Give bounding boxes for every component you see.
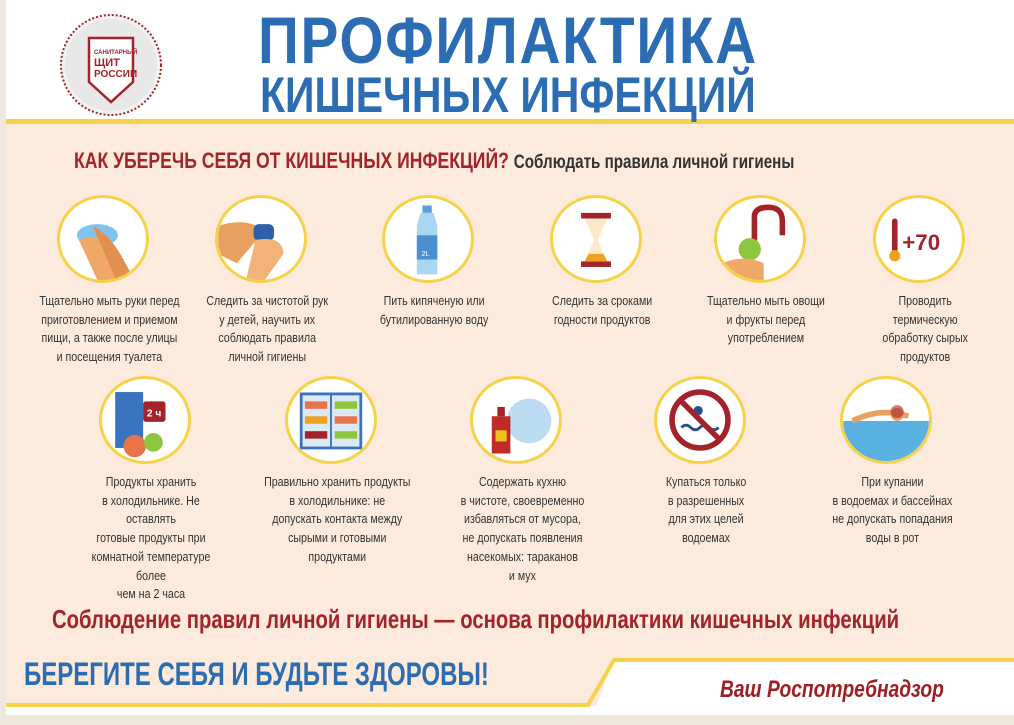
- title-line-2: КИШЕЧНЫХ ИНФЕКЦИЙ: [260, 67, 756, 123]
- header: [6, 0, 1014, 124]
- question-heading: [74, 148, 794, 174]
- svg-text:ЩИТ: ЩИТ: [94, 57, 120, 69]
- tip-caption: Купаться только в разрешенных для этих целей водоемах: [665, 474, 747, 546]
- tip-caption: Содержать кухню в чистоте, своевременно избавляться от мусора, не допускать появления насекомых: тараканов и мух: [460, 474, 584, 583]
- sanitary-shield-logo: [56, 10, 166, 120]
- washing-fruit-icon: [714, 195, 806, 283]
- hand-washing-icon: [57, 195, 149, 283]
- poster: [6, 0, 1014, 715]
- tip-caption: Продукты хранить в холодильнике. Не оставлять готовые продукты при комнатной температуре более чем на 2 часа: [91, 474, 211, 602]
- swimmer-icon: [840, 376, 932, 464]
- hourglass-icon: [550, 195, 642, 283]
- tip-caption: Правильно хранить продукты в холодильнике: не допускать контакта между сырыми и готовыми продуктами: [263, 474, 411, 564]
- tip-caption: Тщательно мыть руки перед приготовлением и приемом пищи, а также после улицы и посещения туалета: [38, 293, 180, 365]
- question-text: КАК УБЕРЕЧЬ СЕБЯ ОТ КИШЕЧНЫХ ИНФЕКЦИЙ?: [74, 148, 509, 173]
- no-swimming-icon: [654, 376, 746, 464]
- answer-text: Соблюдать правила личной гигиены: [513, 152, 795, 173]
- fridge-icon: [99, 376, 191, 464]
- tip-caption: Тщательно мыть овощи и фрукты перед употреблением: [707, 293, 825, 346]
- thermometer-icon: [873, 195, 965, 283]
- svg-text:+70: +70: [902, 230, 941, 256]
- svg-text:РОССИИ: РОССИИ: [94, 69, 138, 80]
- tip-caption: Следить за чистотой рук у детей, научить их соблюдать правила личной гигиены: [206, 293, 328, 365]
- cleaning-icon: [470, 376, 562, 464]
- svg-text:САНИТАРНЫЙ: САНИТАРНЫЙ: [94, 50, 138, 56]
- svg-text:2L: 2L: [421, 248, 430, 258]
- title-line-1: ПРОФИЛАКТИКА: [258, 3, 758, 77]
- water-bottle-icon: [382, 195, 474, 283]
- open-fridge-icon: [285, 376, 377, 464]
- signature-text: Ваш Роспотребнадзор: [720, 676, 944, 703]
- tip-caption: При купании в водоемах и бассейнах не допускать попадания воды в рот: [831, 474, 953, 546]
- svg-text:2 ч: 2 ч: [146, 408, 162, 420]
- tip-caption: Пить кипяченую или бутилированную воду: [379, 293, 489, 327]
- tip-caption: Проводить термическую обработку сырых продуктов: [882, 293, 968, 365]
- child-hands-soap-icon: [215, 195, 307, 283]
- slogan-text: БЕРЕГИТЕ СЕБЯ И БУДЬТЕ ЗДОРОВЫ!: [24, 656, 489, 692]
- motto-text: Соблюдение правил личной гигиены — основа профилактики кишечных инфекций: [52, 604, 900, 634]
- tip-caption: Следить за сроками годности продуктов: [551, 293, 653, 327]
